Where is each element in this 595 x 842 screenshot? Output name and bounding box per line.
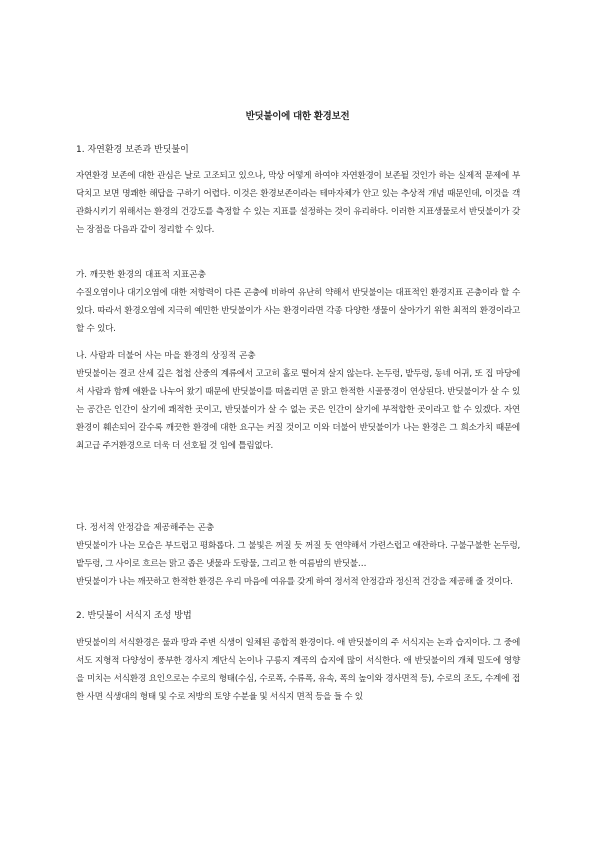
section2-body: 반딧불이의 서식환경은 물과 땅과 주변 식생이 일체된 종합적 환경이다. 애 반딧불이의 주 서식지는 논과 습지이다. 그 중에서도 지형적 다양성이 풍부한 경사지 계단식 논이나 구릉지 계곡의 습지에 많이 서식한다. 애 반딧불이의 개체 밀도에 영향을 미치는 서식환경 요인으로는 수로의 형태(수심, 수로폭, 수류폭, 유속, 폭의 높이와 경사면적 등), 수로의 조도, 수계에 접한 사면 식생대의 형태 및 수로 저방의 토양 수분율 및 서식지 면적 등을 들 수 있 xyxy=(76,638,520,702)
document-title: 반딧불이에 대한 환경보전 xyxy=(245,111,350,122)
section1-c-heading: 다. 정서적 안정감을 제공해주는 곤충 xyxy=(76,523,215,533)
section2 xyxy=(76,634,520,706)
section1-a-heading: 가. 깨끗한 환경의 대표적 지표곤충 xyxy=(76,270,206,280)
section1-b-body: 반딧불이는 결코 산세 깊은 첩첩 산중의 계류에서 고고히 홀로 떨어져 살지 않는다. 논두렁, 밭두렁, 동네 어귀, 또 집 마당에서 사람과 함께 애환을 나누어 왔기 때문에 반딧불이를 떠올리면 곧 맑고 한적한 시골풍경이 연상된다. 반딧불이가 살 수 있는 공간은 인간이 살기에 쾌적한 곳이고, 반딧불이가 살 수 없는 곳은 인간이 살기에 부적합한 곳이라고 할 수 있겠다. 자연환경이 훼손되어 갈수록 깨끗한 환경에 대한 요구는 커질 것이고 이와 더불어 반딧불이가 나는 환경은 그 희소가치 때문에 최고급 주거환경으로 더욱 더 선호될 것 임에 틀림없다. xyxy=(76,369,520,451)
section1-c xyxy=(76,519,520,591)
section1-c-body1: 반딧불이가 나는 모습은 부드럽고 평화롭다. 그 불빛은 꺼질 듯 꺼질 듯 연약해서 가련스럽고 애잔하다. 구불구불한 논두렁, 밭두렁, 그 사이로 흐르는 맑고 좁은 냇물과 도랑물, 그리고 한 여름밤의 반딧불… xyxy=(76,541,520,569)
section2-heading: 2. 반딧불이 서식지 조성 방법 xyxy=(76,611,192,621)
section1-intro-text: 자연환경 보존에 대한 관심은 날로 고조되고 있으나, 막상 어떻게 하여야 자연환경이 보존될 것인가 하는 실제적 문제에 부닥치고 보면 명쾌한 해답을 구하기 어렵다. 이것은 환경보존이라는 테마자체가 안고 있는 추상적 개념 때문인데, 이것을 객관화시키기 위해서는 환경의 건강도를 측정할 수 있는 지표를 설정하는 것이 유리하다. 이러한 지표생물로서 반딧불이가 갖는 장점을 다음과 같이 정리할 수 있다. xyxy=(76,171,520,235)
section1-c-body2: 반딧불이가 나는 깨끗하고 한적한 환경은 우리 마음에 여유를 갖게 하여 정서적 안정감과 정신적 건강을 제공해 줄 것이다. xyxy=(76,577,513,587)
section1-a-body: 수질오염이나 대기오염에 대한 저항력이 다른 곤충에 비하여 유난히 약해서 반딧불이는 대표적인 환경지표 곤충이라 할 수 있다. 따라서 환경오염에 지극히 예민한 반딧불이가 사는 환경이라면 각종 다양한 생물이 살아가기 위한 최적의 환경이라고 할 수 있다. xyxy=(76,288,520,334)
section1-heading: 1. 자연환경 보존과 반딧불이 xyxy=(76,145,189,155)
section1-intro xyxy=(76,167,520,239)
section1-b xyxy=(76,347,520,455)
section1-a xyxy=(76,266,520,338)
section1-b-heading: 나. 사람과 더불어 사는 마을 환경의 상징적 곤충 xyxy=(76,351,256,361)
